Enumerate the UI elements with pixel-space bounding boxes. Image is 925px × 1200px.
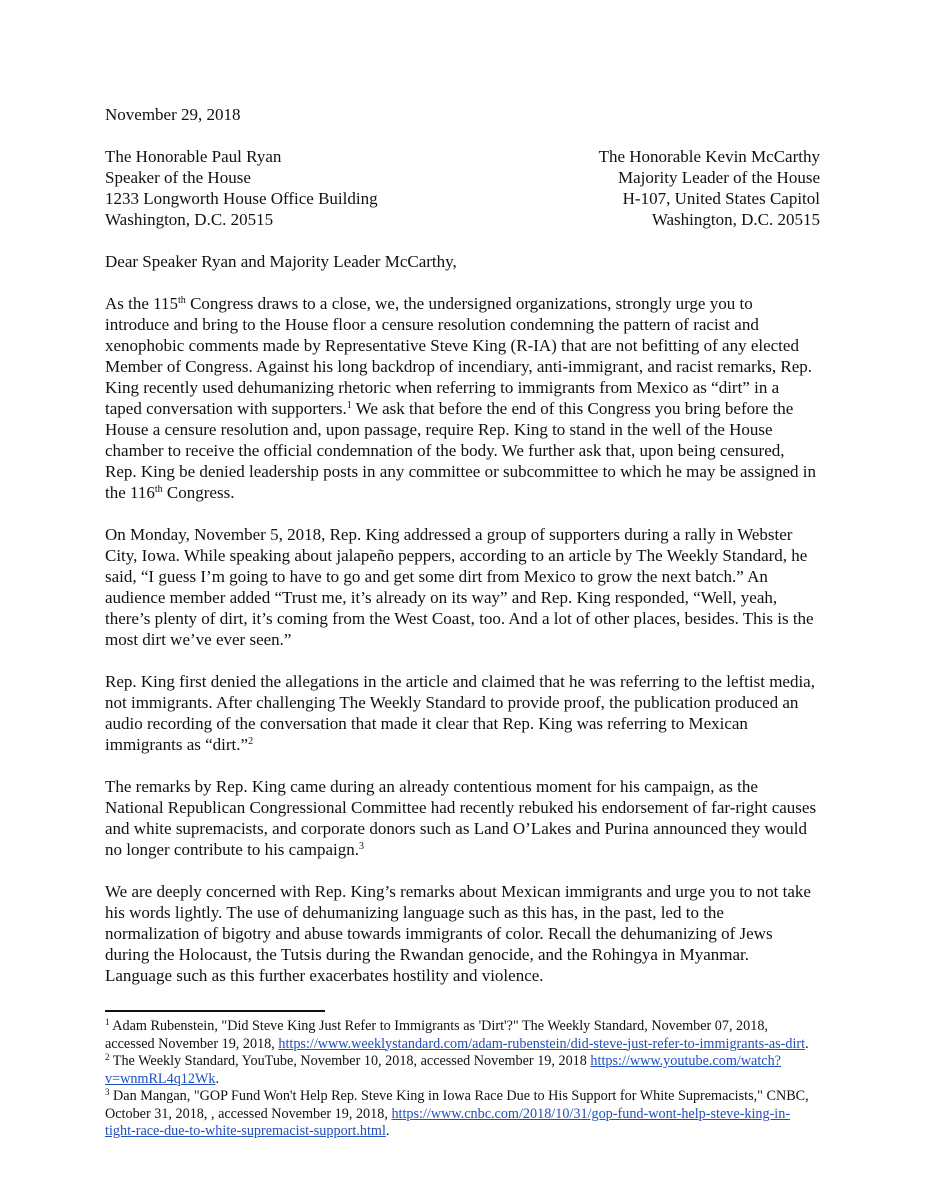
recipient-right-city: Washington, D.C. 20515 bbox=[651, 210, 820, 229]
footnote-ref-3: 3 bbox=[359, 841, 364, 852]
recipient-left-address-line: 1233 Longworth House Office Building bbox=[105, 189, 378, 208]
recipient-left-name: The Honorable Paul Ryan bbox=[105, 147, 282, 166]
paragraph-censure-request bbox=[105, 293, 820, 503]
paragraph-campaign-context bbox=[105, 776, 820, 860]
paragraph-rally-remarks: On Monday, November 5, 2018, Rep. King addressed a group of supporters during a rally in Webster City, Iowa. While speaking about jalapeño peppers, according to an article by The Weekly Standard, he said, “I guess I’m going to have to go and get some dirt from Mexico to grow the next batch.” An audience member added “Trust me, it’s already on its way” and Rep. King responded, “Well, yeah, there’s plenty of dirt, it’s coming from the West Coast, too. And a lot of other places, besides. This is the most dirt we’ve ever seen.” bbox=[105, 525, 814, 649]
footnote-3-link[interactable]: https://www.cnbc.com/2018/10/31/gop-fund-wont-help-steve-king-in-tight-race-due-to-white-supremacist-support.html bbox=[105, 1105, 791, 1139]
footnote-2-link[interactable]: https://www.youtube.com/watch?v=wnmRL4q12Wk bbox=[105, 1053, 781, 1087]
recipient-right-address-line: H-107, United States Capitol bbox=[622, 189, 820, 208]
paragraph-1-text-d: Congress. bbox=[162, 483, 235, 502]
footnote-2-number: 2 bbox=[105, 1052, 110, 1062]
recipient-left-city: Washington, D.C. 20515 bbox=[105, 210, 274, 229]
footnote-1-text: Adam Rubenstein, "Did Steve King Just Refer to Immigrants as 'Dirt'?" The Weekly Standard, November 07, 2018, accessed November 19, 2018, bbox=[105, 1018, 768, 1052]
footnote-3-end: . bbox=[385, 1123, 390, 1139]
footnote-2-end: . bbox=[215, 1070, 220, 1087]
footnote-3 bbox=[105, 1088, 820, 1141]
paragraph-1-text-c: We ask that before the end of this Congress you bring before the House a censure resolution and, upon passage, require Rep. King to stand in the well of the House chamber to receive the official condemnation of the body. We further ask that, upon being censured, Rep. King be denied leadership posts in any committee or subcommittee to which he may be assigned in the 116 bbox=[105, 399, 817, 502]
salutation: Dear Speaker Ryan and Majority Leader McCarthy, bbox=[105, 252, 457, 271]
paragraph-1-text-b: Congress draws to a close, we, the undersigned organizations, strongly urge you to introduce and bring to the House floor a censure resolution condemning the pattern of racist and xenophobic comments made by Representative Steve King (R-IA) that are not befitting of any elected Member of Congress. Against his long backdrop of incendiary, anti-immigrant, and racist remarks, Rep. King recently used dehumanizing rhetoric when referring to immigrants from Mexico as “dirt” in a taped conversation with supporters. bbox=[105, 294, 813, 418]
recipient-right-name: The Honorable Kevin McCarthy bbox=[598, 147, 820, 166]
footnote-3-text: Dan Mangan, "GOP Fund Won't Help Rep. Steve King in Iowa Race Due to His Support for White Supremacists," CNBC, October 31, 2018, , accessed November 19, 2018, bbox=[105, 1088, 809, 1122]
paragraph-concern: We are deeply concerned with Rep. King’s remarks about Mexican immigrants and urge you to not take his words lightly. The use of dehumanizing language such as this has, in the past, led to the normalization of bigotry and abuse towards immigrants of color. Recall the dehumanizing of Jews during the Holocaust, the Tutsis during the Rwandan genocide, and the Rohingya in Myanmar. Language such as this further exacerbates hostility and violence. bbox=[105, 882, 811, 985]
footnote-3-number: 3 bbox=[105, 1087, 110, 1097]
recipient-right-address bbox=[599, 146, 820, 230]
footnote-2 bbox=[105, 1053, 820, 1088]
letter-date: November 29, 2018 bbox=[105, 105, 241, 124]
recipient-left-address bbox=[105, 146, 378, 230]
ordinal-superscript: th bbox=[154, 484, 163, 495]
footnote-1 bbox=[105, 1018, 820, 1053]
recipient-left-title: Speaker of the House bbox=[105, 168, 251, 187]
footnote-2-text: The Weekly Standard, YouTube, November 10, 2018, accessed November 19, 2018 bbox=[109, 1053, 591, 1069]
letter-page bbox=[105, 104, 820, 1141]
footnote-1-end: . bbox=[805, 1035, 809, 1052]
address-blocks bbox=[105, 146, 820, 230]
paragraph-denial bbox=[105, 671, 820, 755]
paragraph-3-text: Rep. King first denied the allegations in the article and claimed that he was referring to the leftist media, not immigrants. After challenging The Weekly Standard to provide proof, the publication produced an audio recording of the conversation that made it clear that Rep. King was referring to Mexican immigrants as “dirt.” bbox=[105, 672, 815, 754]
footnote-ref-1: 1 bbox=[346, 400, 352, 411]
footnote-divider bbox=[105, 1010, 325, 1012]
footnote-1-link[interactable]: https://www.weeklystandard.com/adam-rubenstein/did-steve-just-refer-to-immigrants-as-dirt bbox=[278, 1035, 806, 1052]
paragraph-1-text-a: As the 115 bbox=[105, 294, 179, 313]
recipient-right-title: Majority Leader of the House bbox=[617, 168, 820, 187]
ordinal-superscript: th bbox=[178, 295, 186, 306]
footnote-1-number: 1 bbox=[105, 1017, 110, 1027]
paragraph-4-text: The remarks by Rep. King came during an already contentious moment for his campaign, as the National Republican Congressional Committee had recently rebuked his endorsement of far-right causes and white supremacists, and corporate donors such as Land O’Lakes and Purina announced they would no longer contribute to his campaign. bbox=[105, 777, 817, 859]
footnote-ref-2: 2 bbox=[248, 736, 254, 747]
footnotes bbox=[105, 1018, 820, 1141]
